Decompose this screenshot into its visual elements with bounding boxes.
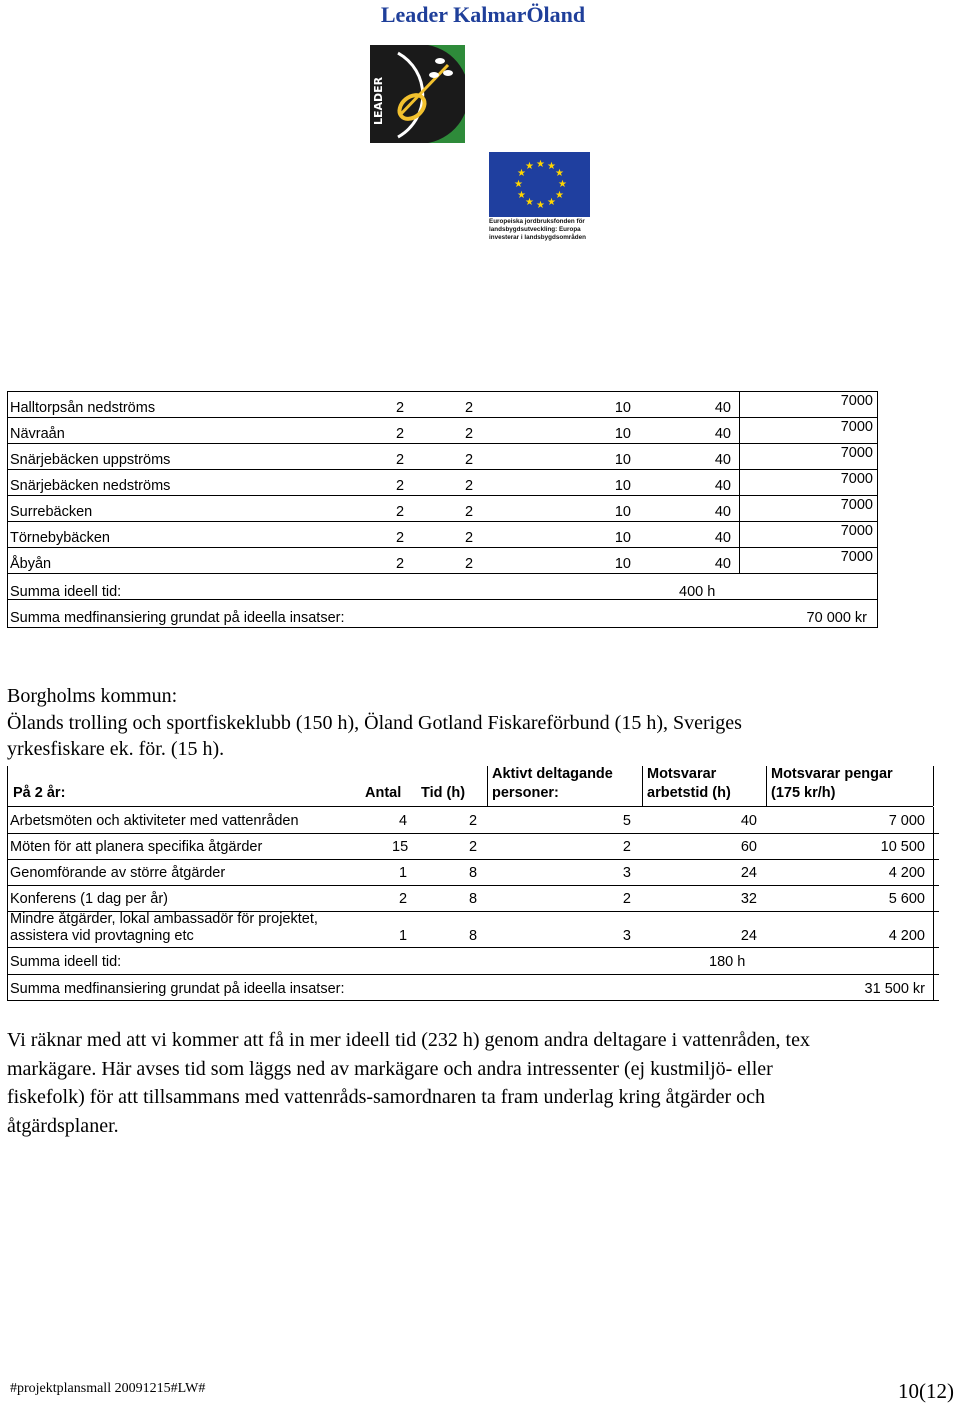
summary-row-ideell: Summa ideell tid: 180 h [7, 948, 939, 975]
document-title: Leader KalmarÖland [380, 2, 586, 27]
svg-text:★: ★ [555, 190, 564, 201]
table-row: Möten för att planera specifika åtgärder 15 2 2 60 10 500 [7, 833, 939, 860]
table-row: Mindre åtgärder, lokal ambassadör för projektet, assistera vid provtagning etc 1 8 3 24 4 200 [7, 911, 939, 948]
closing-paragraph: Vi räknar med att vi kommer att få in mer ideell tid (232 h) genom andra deltagare i vattenråden, tex markägare. Här avses tid som läggs ned av markägare och andra intressenter (ej kustmiljö- eller fiskefolk) för att tillsammans med vattenråds-samordnaren ta fram underlag kring åtgärder och åtgärdsplaner. [7, 1029, 810, 1137]
summary-row-medfinansiering: Summa medfinansiering grundat på ideella insatser: 31 500 kr [7, 974, 939, 1001]
eu-flag-icon [489, 152, 590, 217]
table-row: Snärjebäcken uppströms 2 2 10 40 7000 [7, 443, 878, 470]
page-number: 10(12) [898, 1379, 954, 1403]
footer-code: #projektplansmall 20091215#LW# [10, 1381, 206, 1396]
table-row: Nävraån 2 2 10 40 7000 [7, 417, 878, 444]
table-row: Genomförande av större åtgärder 1 8 3 24 4 200 [7, 859, 939, 886]
svg-text:★: ★ [517, 190, 526, 201]
table-row: Halltorpsån nedströms 2 2 10 40 7000 [7, 391, 878, 418]
leader-logo-text: LEADER [372, 76, 385, 125]
svg-text:★: ★ [517, 168, 526, 179]
table-row: Törnebybäcken 2 2 10 40 7000 [7, 521, 878, 548]
table-row: Åbyån 2 2 10 40 7000 [7, 547, 878, 574]
section-text-line2: yrkesfiskare ek. för. (15 h). [7, 738, 225, 760]
summary-row-medfinansiering: Summa medfinansiering grundat på ideella insatser: 70 000 kr [7, 599, 878, 628]
leader-logo [370, 45, 465, 143]
svg-text:★: ★ [536, 200, 545, 211]
svg-text:★: ★ [547, 161, 556, 172]
svg-text:★: ★ [514, 179, 523, 190]
svg-text:★: ★ [555, 168, 564, 179]
summary-row-ideell: Summa ideell tid: 400 h [7, 573, 878, 600]
table-row: Arbetsmöten och aktiviteter med vattenråden 4 2 5 40 7 000 [7, 807, 939, 834]
table-header: På 2 år: Antal Tid (h) Aktivt deltagande personer: Motsvarar arbetstid (h) Motsvarar pengar (175 kr/h) [7, 766, 933, 807]
eu-caption: Europeiska jordbruksfonden för landsbygdsutveckling: Europa investerar i landsbygdsområden [489, 218, 586, 241]
section-heading: Borgholms kommun: [7, 685, 178, 707]
svg-text:★: ★ [525, 161, 534, 172]
table-row: Konferens (1 dag per år) 2 8 2 32 5 600 [7, 885, 939, 912]
table-row: Snärjebäcken nedströms 2 2 10 40 7000 [7, 469, 878, 496]
table-row: Surrebäcken 2 2 10 40 7000 [7, 495, 878, 522]
svg-text:★: ★ [536, 159, 545, 170]
svg-text:★: ★ [547, 197, 556, 208]
section-text-line1: Ölands trolling och sportfiskeklubb (150 h), Öland Gotland Fiskareförbund (15 h), Sveriges [7, 712, 742, 734]
svg-text:★: ★ [558, 179, 567, 190]
svg-text:★: ★ [525, 197, 534, 208]
eu-logo [489, 152, 590, 249]
